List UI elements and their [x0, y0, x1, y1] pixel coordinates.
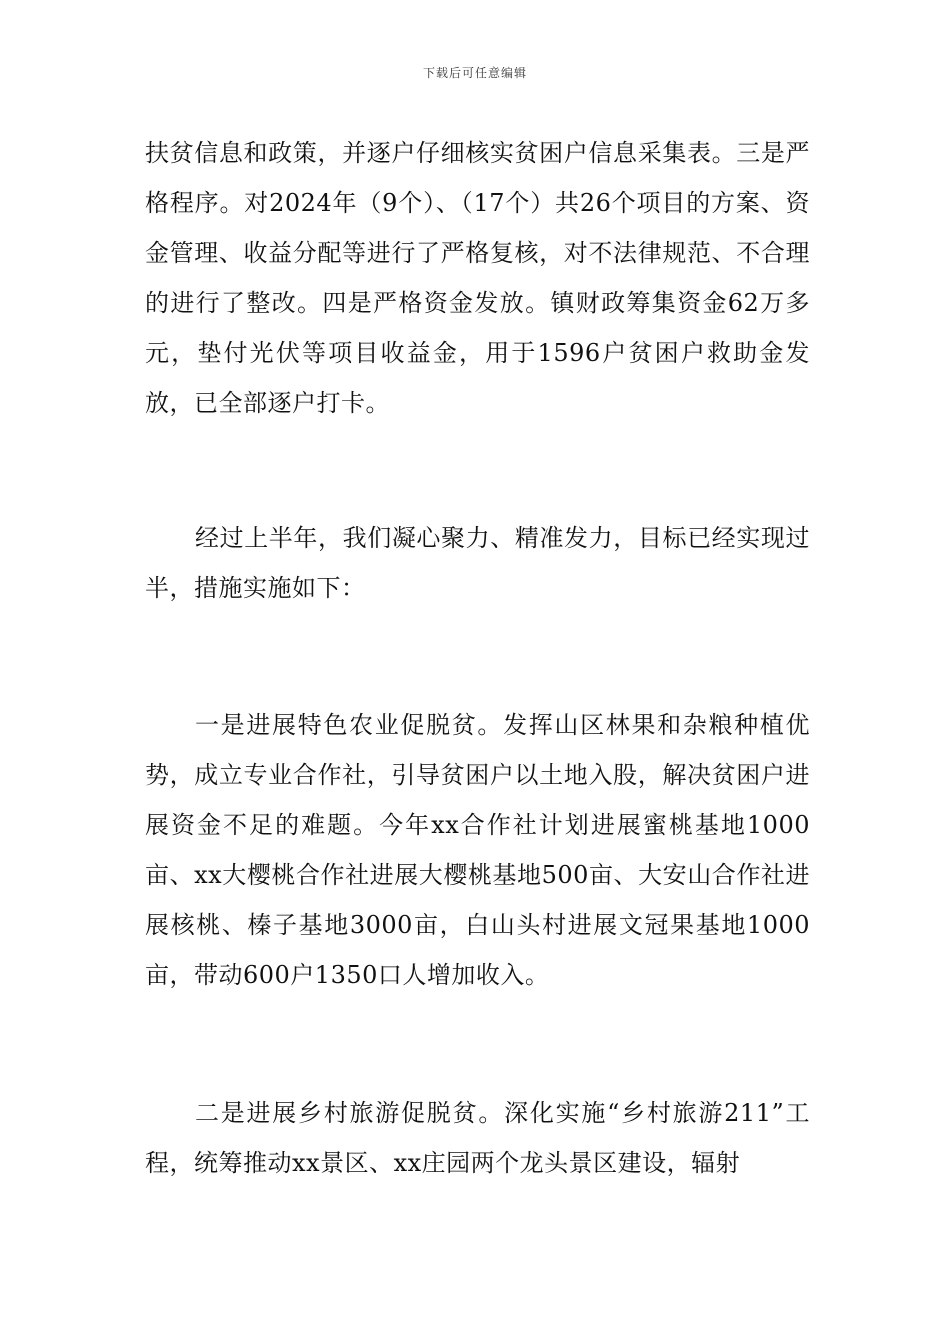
paragraph-poverty-info: 扶贫信息和政策，并逐户仔细核实贫困户信息采集表。三是严格程序。对2024年（9个）、（17个）共26个项目的方案、资金管理、收益分配等进行了严格复核，对不法律规范、不合理的进行了整改。四是严格资金发放。镇财政筹集资金62万多元，垫付光伏等项目收益金，用于1596户贫困户救助金发放，已全部逐户打卡。: [145, 139, 810, 417]
paragraph-spacer: [145, 1000, 810, 1088]
paragraph-agriculture: 一是进展特色农业促脱贫。发挥山区林果和杂粮种植优势，成立专业合作社，引导贫困户以土地入股，解决贫困户进展资金不足的难题。今年xx合作社计划进展蜜桃基地1000亩、xx大樱桃合作社进展大樱桃基地500亩、大安山合作社进展核桃、榛子基地3000亩，白山头村进展文冠果基地1000亩，带动600户1350口人增加收入。: [145, 711, 810, 989]
page-header-caption: 下载后可任意编辑: [422, 66, 527, 80]
paragraph-rural-tourism: 二是进展乡村旅游促脱贫。深化实施“乡村旅游211”工程，统筹推动xx景区、xx庄园两个龙头景区建设，辐射: [145, 1099, 810, 1177]
paragraph-spacer: [145, 428, 810, 513]
paragraph-half-year-summary: 经过上半年，我们凝心聚力、精准发力，目标已经实现过半，措施实施如下：: [145, 524, 810, 602]
paragraph-spacer: [145, 613, 810, 700]
document-body: [145, 128, 810, 1188]
